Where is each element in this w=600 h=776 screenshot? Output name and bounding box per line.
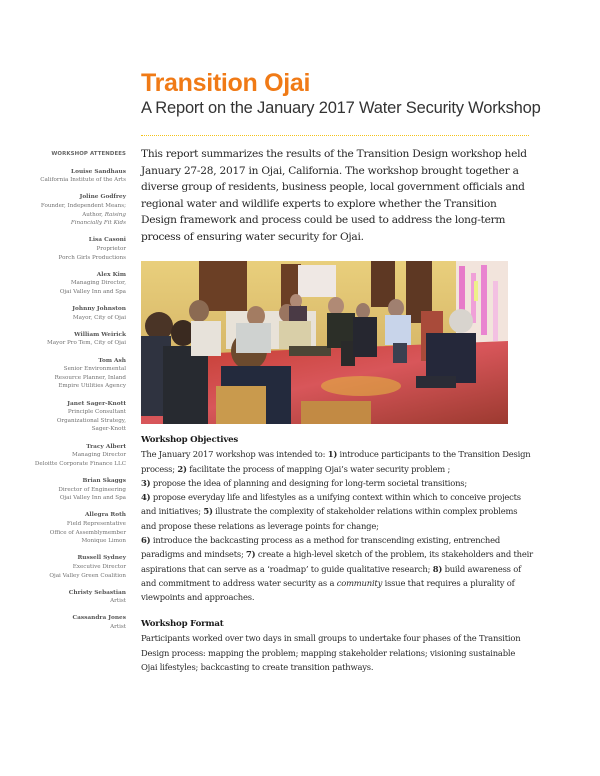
attendee-name: Tom Ash bbox=[98, 357, 126, 364]
attendee-name: Brian Skaggs bbox=[82, 477, 126, 484]
attendee bbox=[20, 193, 126, 227]
attendee bbox=[20, 305, 126, 322]
attendee-role: Resource Planner, Inland bbox=[54, 374, 126, 381]
workshop-photo bbox=[141, 261, 508, 424]
attendee-role: Artist bbox=[110, 598, 126, 605]
attendee bbox=[20, 400, 126, 434]
attendee-name: Louise Sandhaus bbox=[71, 168, 126, 175]
attendee-name: William Weirick bbox=[74, 331, 126, 338]
attendee-role-text: Author, bbox=[82, 211, 105, 218]
attendee bbox=[20, 271, 126, 297]
book-title: Raising bbox=[104, 211, 126, 218]
attendees-heading: WORKSHOP ATTENDEES bbox=[51, 151, 126, 157]
attendee-name: Alex Kim bbox=[96, 271, 126, 278]
attendee-name: Allegra Roth bbox=[84, 512, 126, 519]
attendee-role: Proprietor bbox=[96, 245, 126, 252]
attendee-name: Russell Sydney bbox=[77, 555, 126, 562]
attendee-name: Joline Godfrey bbox=[79, 194, 126, 201]
attendee-role: Executive Director bbox=[72, 563, 126, 570]
attendee-role: Managing Director, bbox=[70, 280, 126, 287]
attendee-role: Principle Consultant bbox=[67, 409, 126, 416]
format-heading: Workshop Format bbox=[141, 619, 224, 629]
attendee-role: Senior Environmental bbox=[63, 366, 126, 373]
attendee-role: Sager-Knott bbox=[91, 426, 126, 433]
attendee bbox=[20, 511, 126, 545]
attendee bbox=[20, 168, 126, 185]
attendee-role: Managing Director bbox=[71, 452, 126, 459]
report-subtitle: A Report on the January 2017 Water Security Workshop bbox=[141, 99, 541, 117]
objective-number: 6) bbox=[141, 535, 151, 546]
objective-number: 4) bbox=[141, 492, 151, 503]
attendee-role bbox=[20, 219, 126, 228]
attendee bbox=[20, 443, 126, 469]
attendee bbox=[20, 589, 126, 606]
attendees-sidebar bbox=[20, 150, 126, 640]
objective-text: introduce the backcasting process as a method for transcending existing, entrenched paradigms and mindsets; bbox=[141, 535, 500, 560]
attendee bbox=[20, 331, 126, 348]
attendee-role: Director of Engineering bbox=[58, 486, 126, 493]
objective-text: illustrate the complexity of stakeholder relations within complex problems and propose these relations as leverage points for change; bbox=[141, 506, 518, 531]
attendee-role: Ojai Valley Inn and Spa bbox=[59, 288, 126, 295]
attendee bbox=[20, 477, 126, 503]
attendee-role: Porch Girls Productions bbox=[58, 254, 126, 261]
objectives-heading: Workshop Objectives bbox=[141, 435, 239, 445]
attendee-name: Cassandra Jones bbox=[72, 615, 126, 622]
objectives-section bbox=[141, 433, 533, 605]
objective-number: 3) bbox=[141, 477, 151, 488]
objective-number: 5) bbox=[203, 506, 213, 517]
attendee-role: Mayor, City of Ojai bbox=[72, 314, 126, 321]
attendee-name: Janet Sager-Knott bbox=[67, 400, 126, 407]
objectives-paragraph bbox=[141, 447, 533, 604]
objective-number: 7) bbox=[246, 549, 256, 560]
objective-number: 8) bbox=[432, 563, 443, 574]
attendee-role: Deloitte Corporate Finance LLC bbox=[34, 460, 126, 467]
objective-text: introduce participants to the Transition Design process; bbox=[141, 449, 531, 474]
attendee-role: Monique Limon bbox=[81, 538, 126, 545]
attendee-name: Christy Sebastian bbox=[68, 589, 126, 596]
objectives-lead: The January 2017 workshop was intended to: bbox=[141, 449, 328, 460]
attendee-role: Ojai Valley Green Coalition bbox=[49, 572, 126, 579]
attendee bbox=[20, 236, 126, 262]
attendee-name: Lisa Casoni bbox=[88, 237, 126, 244]
attendee-name: Tracy Albert bbox=[86, 443, 126, 450]
format-section bbox=[141, 617, 533, 674]
objective-text: propose the idea of planning and designing for long-term societal transitions; bbox=[150, 477, 468, 488]
format-paragraph: Participants worked over two days in small groups to undertake four phases of the Transition Design process: mapping the problem; mapping stakeholder relations; visioning sustainable Ojai lifestyles; backcasting to create transition pathways. bbox=[141, 633, 521, 672]
attendee bbox=[20, 554, 126, 580]
attendee-role: Ojai Valley Inn and Spa bbox=[59, 495, 126, 502]
objective-text: build awareness of and commitment to address water security as a bbox=[141, 563, 521, 588]
dotted-divider bbox=[141, 135, 529, 136]
attendee-role: Mayor Pro Tem, City of Ojai bbox=[46, 340, 126, 347]
attendee-role: Empire Utilities Agency bbox=[58, 383, 126, 390]
attendee bbox=[20, 614, 126, 631]
objective-number: 1) bbox=[327, 449, 338, 460]
objective-text: propose everyday life and lifestyles as a unifying context within which to conceive projects and initiatives; bbox=[141, 492, 521, 517]
book-title: Financially Fit Kids bbox=[70, 220, 126, 227]
objective-text: facilitate the process of mapping Ojai’s water security problem ; bbox=[186, 463, 451, 474]
intro-paragraph: This report summarizes the results of the Transition Design workshop held January 27-28, 2017 in Ojai, California. The workshop brought together a diverse group of residents, business people, local government officials and regional water and wildlife experts to explore whether the Transition Design framework and process could be used to address the long-term process of ensuring water security for Ojai. bbox=[141, 148, 527, 243]
objective-emphasis: community bbox=[336, 577, 383, 588]
attendee-name: Johnny Johnston bbox=[72, 306, 126, 313]
attendee-role: Field Representative bbox=[66, 520, 126, 527]
attendee-role bbox=[20, 211, 126, 220]
objective-number: 2) bbox=[177, 463, 187, 474]
attendee-role: Artist bbox=[110, 624, 126, 631]
objective-text: create a high-level sketch of the problem, its stakeholders and their aspirations that can serve as a ‘roadmap’ to guide qualitative research; bbox=[141, 549, 533, 574]
attendee-role: Founder, Independent Means; bbox=[40, 202, 126, 209]
attendee-role: California Institute of the Arts bbox=[40, 177, 126, 184]
attendee-role: Organizational Strategy, bbox=[56, 417, 126, 424]
attendee bbox=[20, 357, 126, 391]
attendee-role: Office of Assemblymember bbox=[49, 529, 126, 536]
objective-text: issue that requires a plurality of viewpoints and approaches. bbox=[141, 577, 515, 603]
report-title: Transition Ojai bbox=[141, 69, 311, 97]
